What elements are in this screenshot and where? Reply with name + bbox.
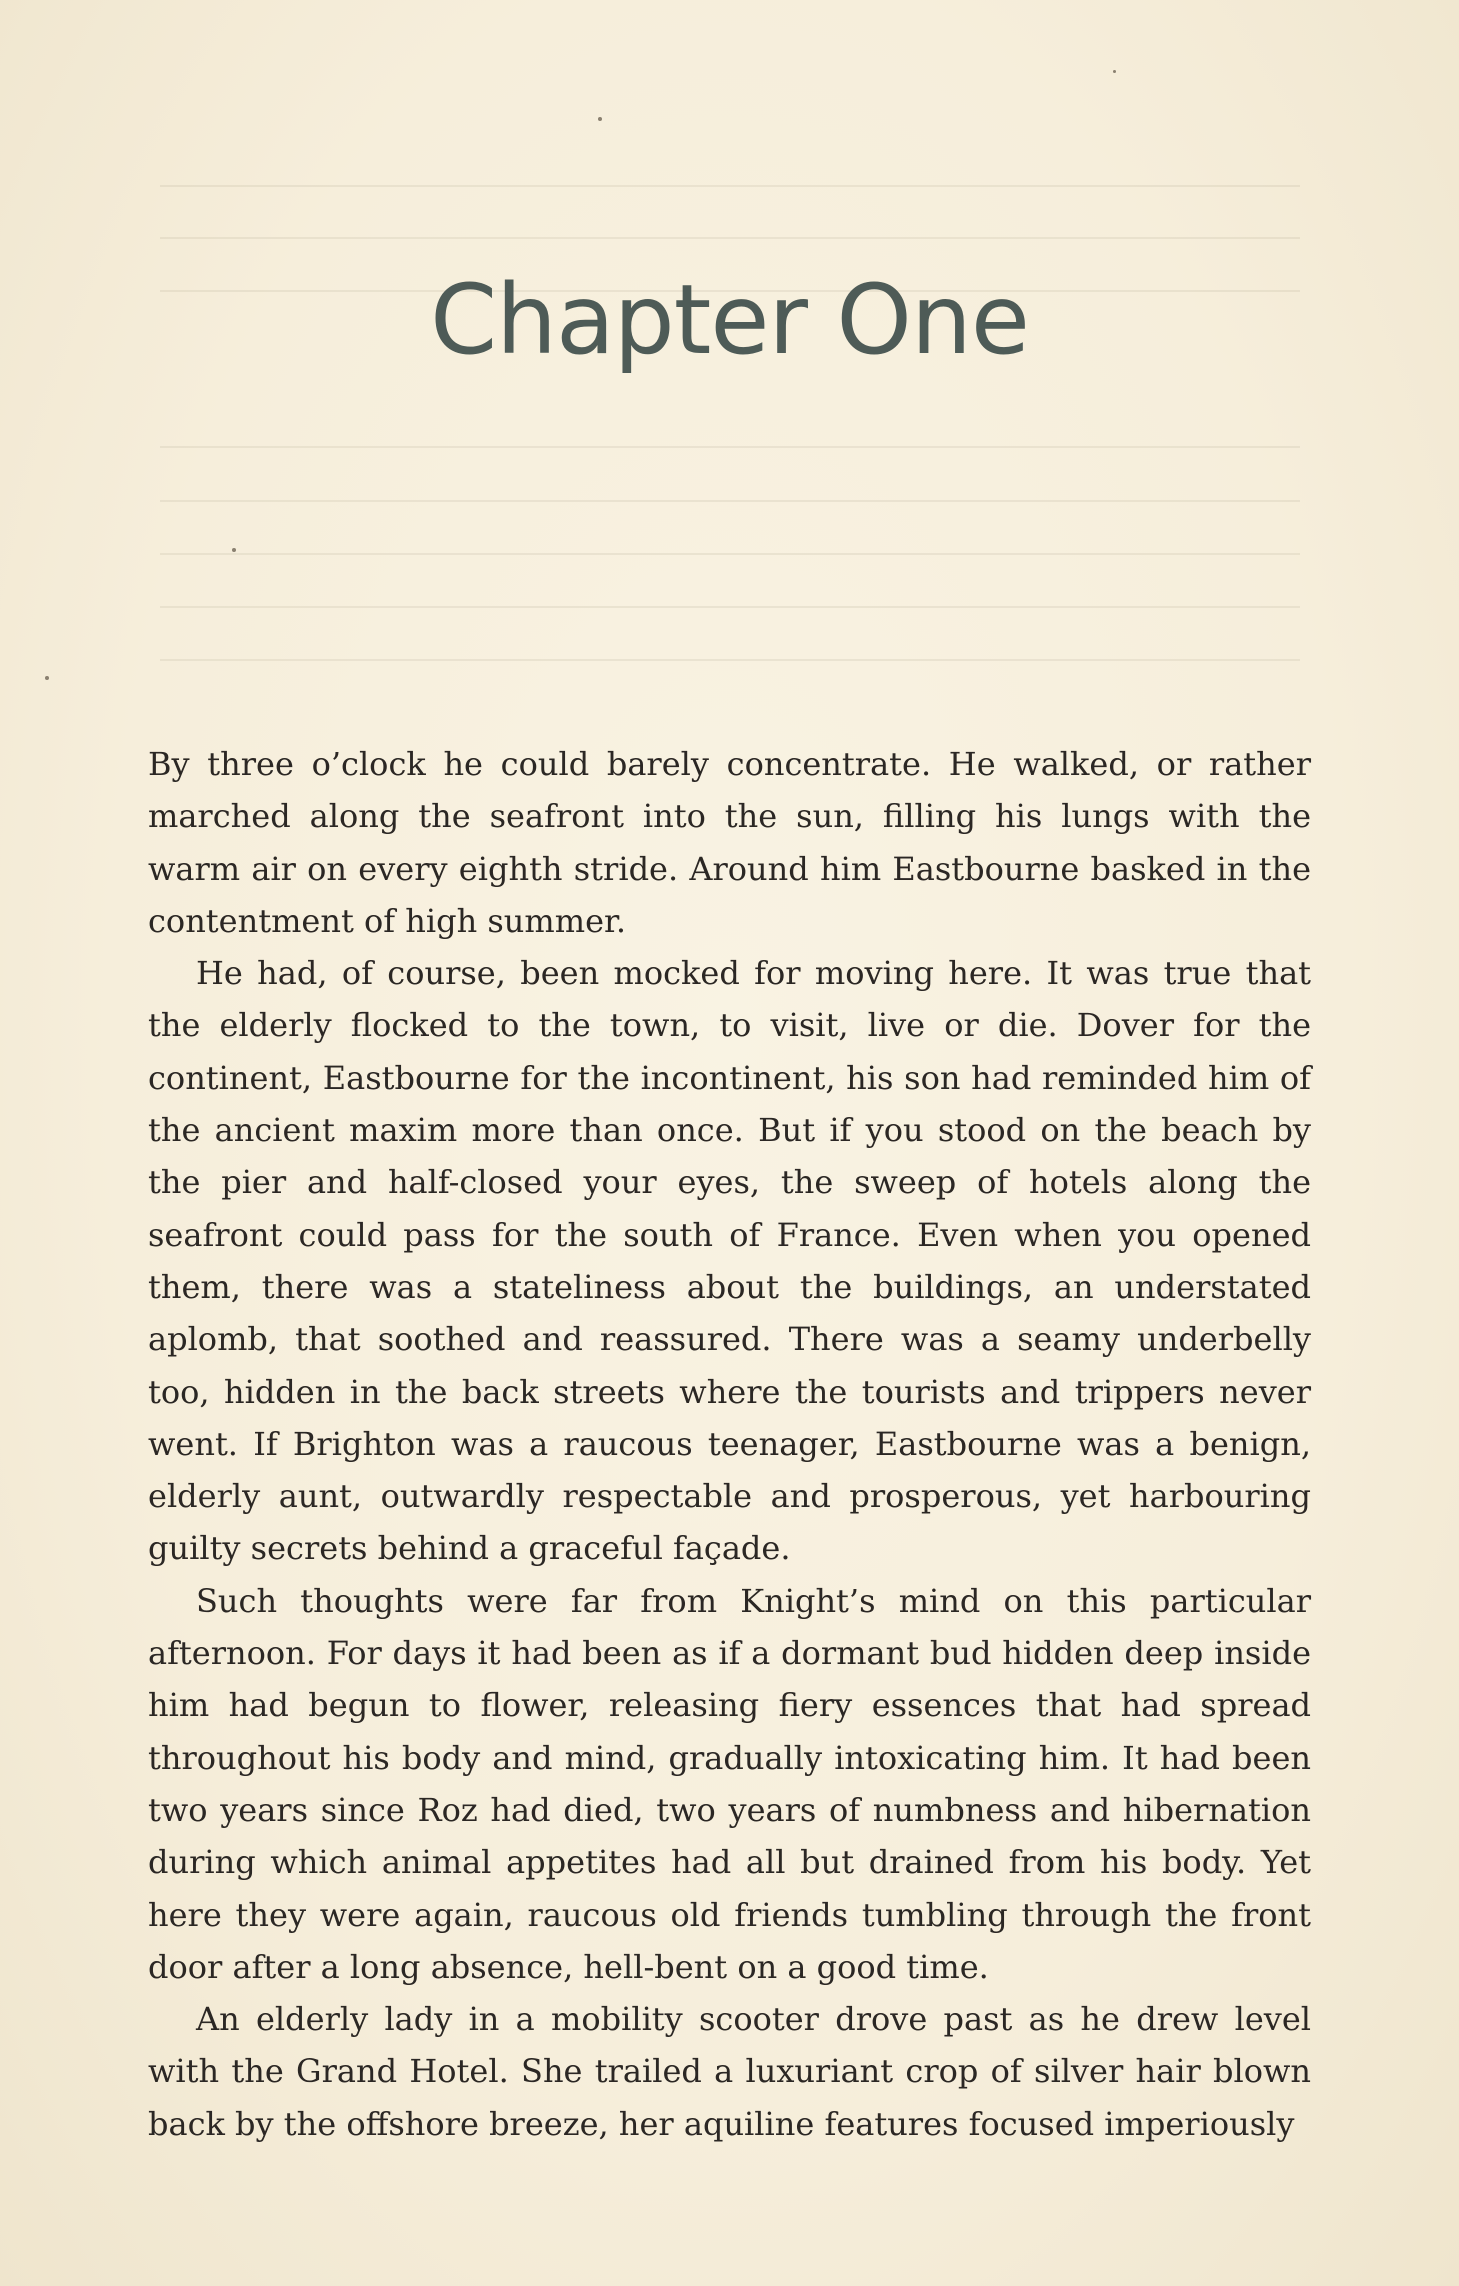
paper-speck <box>232 548 236 552</box>
paper-speck <box>1113 70 1116 73</box>
show-through-line <box>160 237 1300 239</box>
chapter-title: Chapter One <box>430 264 1029 376</box>
paper-speck <box>45 676 49 680</box>
show-through-line <box>160 500 1300 502</box>
paragraph: He had, of course, been mocked for moving here. It was true that the elderly flocked to the town, to visit, live or die. Dover for the continent, Eastbourne for the incontinent, his son had reminded him of the ancient maxim more than once. But if you stood on the beach by the pier and half-closed your eyes, the sweep of hotels along the seafront could pass for the south of France. Even when you opened them, there was a stateliness about the buildings, an understated aplomb, that soothed and reassured. There was a seamy underbelly too, hidden in the back streets where the tourists and trippers never went. If Brighton was a raucous teenager, Eastbourne was a benign, elderly aunt, outwardly respectable and prosperous, yet harbouring guilty secrets behind a graceful façade. <box>148 954 1311 1568</box>
paper-speck <box>598 117 602 121</box>
show-through-line <box>160 659 1300 661</box>
show-through-line <box>160 553 1300 555</box>
paragraph: An elderly lady in a mobility scooter drove past as he drew level with the Grand Hotel. She trailed a luxuriant crop of silver hair blown back by the offshore breeze, her aquiline features focused imperiously <box>148 2000 1311 2143</box>
show-through-line <box>160 606 1300 608</box>
body-text <box>148 738 1311 2150</box>
show-through-line <box>160 185 1300 187</box>
show-through-line <box>160 446 1300 448</box>
paragraph: Such thoughts were far from Knight’s mind on this particular afternoon. For days it had been as if a dormant bud hidden deep inside him had begun to flower, releasing fiery essences that had spread throughout his body and mind, gradually intoxicating him. It had been two years since Roz had died, two years of numbness and hibernation during which animal appetites had all but drained from his body. Yet here they were again, raucous old friends tumbling through the front door after a long absence, hell-bent on a good time. <box>148 1581 1311 1986</box>
paragraph: By three o’clock he could barely concentrate. He walked, or rather marched along the seafront into the sun, filling his lungs with the warm air on every eighth stride. Around him Eastbourne basked in the contentment of high summer. <box>148 745 1311 940</box>
